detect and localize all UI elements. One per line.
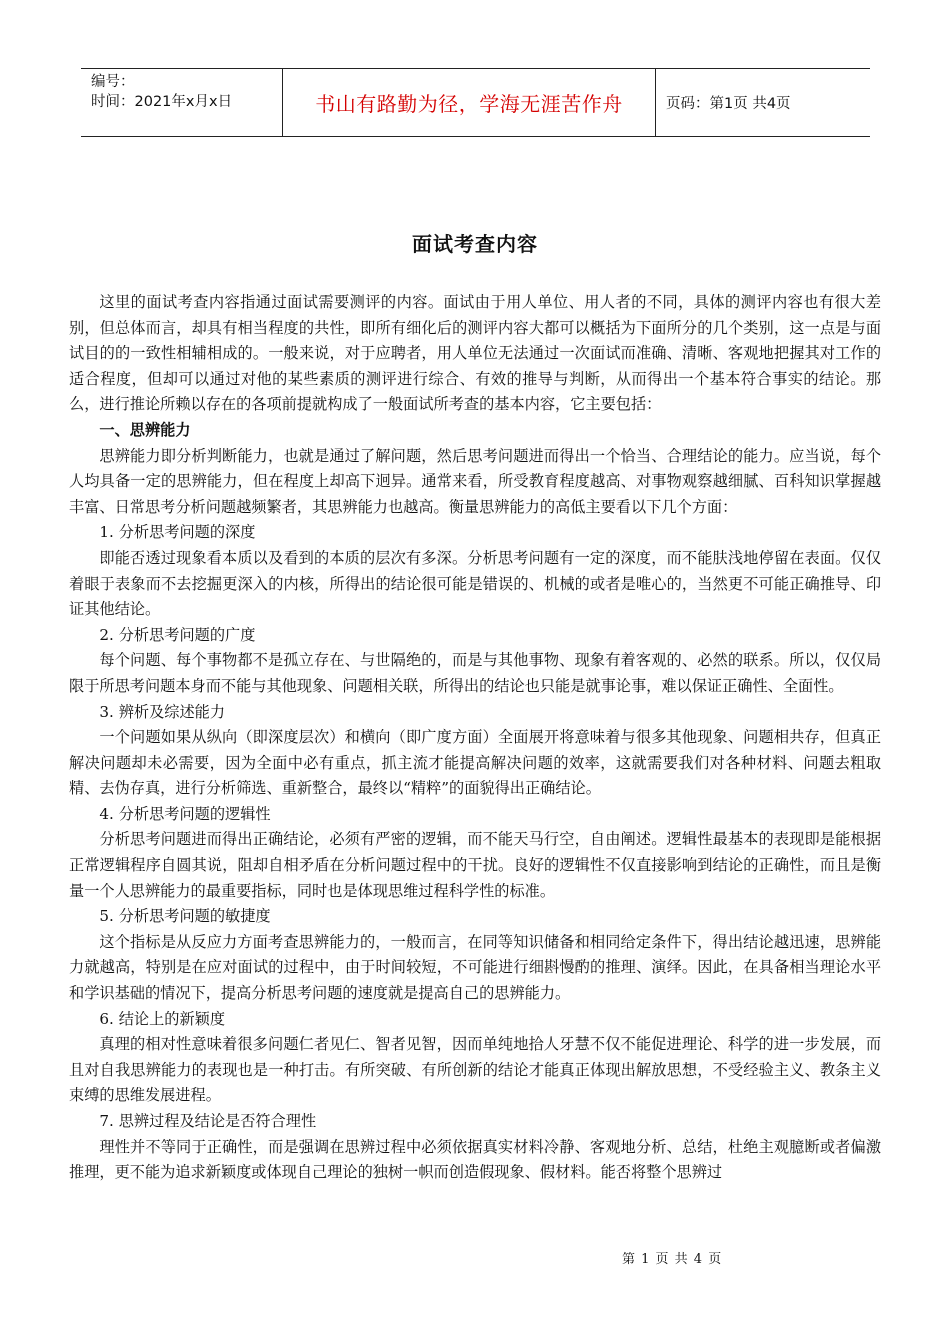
section-intro-paragraph: 思辨能力即分析判断能力，也就是通过了解问题，然后思考问题进而得出一个恰当、合理结论的能力。应当说，每个人均具备一定的思辨能力，但在程度上却高下迥异。通常来看，所受教育程度越高、对事物观察越细腻、百科知识掌握越丰富、日常思考分析问题越频繁者，其思辨能力也越高。衡量思辨能力的高低主要看以下几个方面： (69, 446, 881, 516)
header-number-label: 编号： (91, 74, 135, 90)
header-motto: 书山有路勤为径，学海无涯苦作舟 (283, 69, 656, 136)
item-body: 分析思考问题进而得出正确结论，必须有严密的逻辑，而不能天马行空，自由阐述。逻辑性最基本的表现即是能根据正常逻辑程序自圆其说，阻却自相矛盾在分析问题过程中的干扰。良好的逻辑性不仅直接影响到结论的正确性，而且是衡量一个人思辨能力的最重要指标，同时也是体现思维过程科学性的标准。 (69, 830, 881, 900)
item-title: 2. 分析思考问题的广度 (99, 625, 256, 644)
page-title: 面试考查内容 (412, 232, 538, 256)
item-body: 即能否透过现象看本质以及看到的本质的层次有多深。分析思考问题有一定的深度，而不能肤浅地停留在表面。仅仅着眼于表象而不去挖掘更深入的内核，所得出的结论很可能是错误的、机械的或者是唯心的，当然更不可能正确推导、印证其他结论。 (69, 548, 881, 619)
header-info-cell (81, 69, 283, 136)
document-body (69, 290, 881, 1186)
item-body: 真理的相对性意味着很多问题仁者见仁、智者见智，因而单纯地拾人牙慧不仅不能促进理论、科学的进一步发展，而且对自我思辨能力的表现也是一种打击。有所突破、有所创新的结论才能真正体现出解放思想，不受经验主义、教条主义束缚的思维发展进程。 (69, 1035, 881, 1105)
page-footer: 第 1 页 共 4 页 (622, 1252, 723, 1267)
item-title: 5. 分析思考问题的敏捷度 (99, 907, 271, 926)
intro-paragraph: 这里的面试考查内容指通过面试需要测评的内容。面试由于用人单位、用人者的不同，具体的测评内容也有很大差别，但总体而言，却具有相当程度的共性，即所有细化后的测评内容大都可以概括为下面所分的几个类别，这一点是与面试目的的一致性相辅相成的。一般来说，对于应聘者，用人单位无法通过一次面试而准确、清晰、客观地把握其对工作的适合程度，但却可以通过对他的某些素质的测评进行综合、有效的推导与判断，从而得出一个基本符合事实的结论。那么，进行推论所赖以存在的各项前提就构成了一般面试所考查的基本内容，它主要包括： (69, 293, 881, 414)
header-time-label: 时间：2021年x月x日 (91, 94, 233, 110)
item-title: 1. 分析思考问题的深度 (99, 523, 256, 542)
item-title: 4. 分析思考问题的逻辑性 (99, 804, 271, 823)
header-table (81, 68, 870, 137)
item-body: 理性并不等同于正确性，而是强调在思辨过程中必须依据真实材料冷静、客观地分析、总结，杜绝主观臆断或者偏激推理，更不能为追求新颖度或体现自己理论的独树一帜而创造假现象、假材料。能否将整个思辨过 (69, 1137, 881, 1182)
item-body: 每个问题、每个事物都不是孤立存在、与世隔绝的，而是与其他事物、现象有着客观的、必然的联系。所以，仅仅局限于所思考问题本身而不能与其他现象、问题相关联，所得出的结论也只能是就事论事，难以保证正确性、全面性。 (69, 651, 881, 695)
item-title: 3. 辨析及综述能力 (99, 702, 226, 721)
item-title: 6. 结论上的新颖度 (99, 1009, 226, 1028)
item-title: 7. 思辨过程及结论是否符合理性 (99, 1112, 317, 1130)
item-body: 这个指标是从反应力方面考查思辨能力的，一般而言，在同等知识储备和相同给定条件下，得出结论越迅速，思辨能力就越高，特别是在应对面试的过程中，由于时间较短，不可能进行细斟慢酌的推理、演绎。因此，在具备相当理论水平和学识基础的情况下，提高分析思考问题的速度就是提高自己的思辨能力。 (69, 932, 881, 1003)
header-page-label: 页码：第1页 共4页 (666, 96, 791, 112)
section-heading: 一、思辨能力 (99, 420, 191, 439)
item-body: 一个问题如果从纵向（即深度层次）和横向（即广度方面）全面展开将意味着与很多其他现象、问题相共存，但真正解决问题却未必需要，因为全面中必有重点，抓主流才能提高解决问题的效率，这就需要我们对各种材料、问题去粗取精、去伪存真，进行分析筛选、重新整合，最终以“精粹”的面貌得出正确结论。 (69, 728, 881, 798)
